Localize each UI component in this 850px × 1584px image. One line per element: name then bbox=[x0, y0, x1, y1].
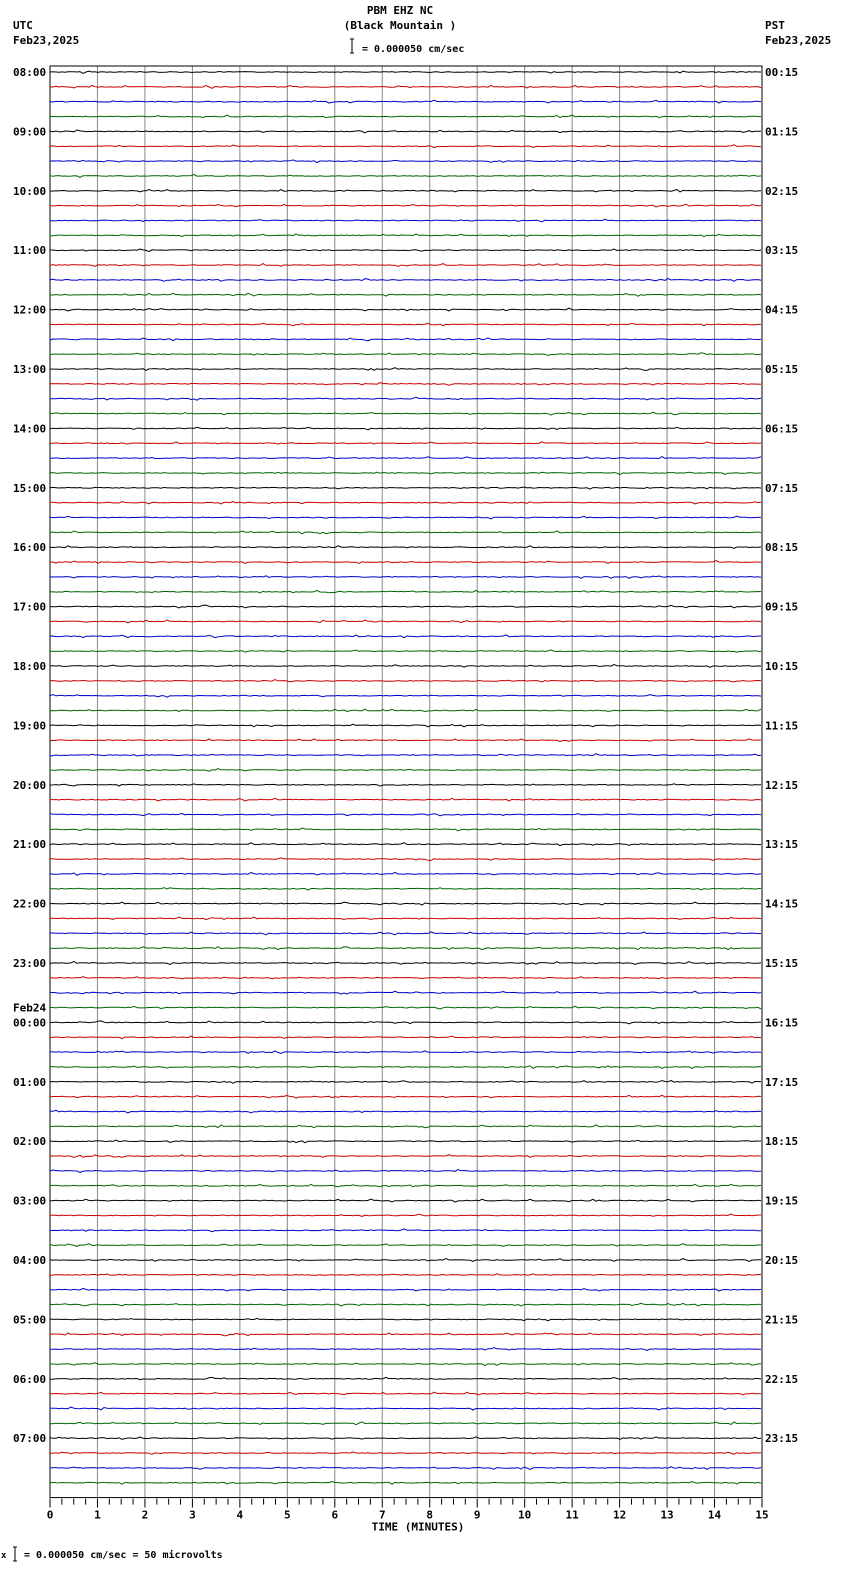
seismic-trace bbox=[50, 1437, 761, 1439]
pst-hour-label: 10:15 bbox=[765, 660, 799, 673]
seismic-trace bbox=[50, 293, 761, 296]
pst-hour-label: 18:15 bbox=[765, 1135, 799, 1149]
seismic-trace bbox=[50, 814, 761, 816]
seismic-trace bbox=[50, 902, 761, 905]
seismic-trace bbox=[50, 383, 761, 386]
utc-hour-label: 10:00 bbox=[13, 184, 47, 198]
utc-hour-label: 18:00 bbox=[13, 660, 47, 673]
seismic-trace bbox=[50, 798, 761, 801]
pst-hour-label: 07:15 bbox=[765, 481, 799, 495]
pst-hour-label: 14:15 bbox=[765, 897, 799, 911]
seismic-trace bbox=[50, 739, 761, 742]
seismic-trace bbox=[50, 724, 761, 727]
seismic-trace bbox=[50, 1288, 761, 1291]
seismic-trace bbox=[50, 991, 761, 994]
utc-hour-label: 02:00 bbox=[13, 1135, 47, 1149]
utc-hour-label: 05:00 bbox=[13, 1313, 47, 1327]
seismic-trace bbox=[50, 338, 761, 341]
pst-hour-label: 06:15 bbox=[765, 422, 799, 436]
seismic-trace bbox=[50, 502, 761, 505]
seismic-trace bbox=[50, 843, 761, 846]
seismic-trace bbox=[50, 872, 761, 875]
scale-label: = 0.000050 cm/sec bbox=[362, 44, 465, 55]
utc-hour-label: 11:00 bbox=[13, 244, 47, 258]
pst-hour-label: 09:15 bbox=[765, 600, 799, 614]
utc-hour-label: 15:00 bbox=[13, 481, 47, 495]
seismic-trace bbox=[50, 620, 761, 623]
pst-hour-label: 00:15 bbox=[765, 66, 799, 79]
seismic-trace bbox=[50, 1348, 761, 1351]
seismic-trace bbox=[50, 487, 761, 489]
seismic-trace bbox=[50, 1199, 761, 1202]
pst-hour-label: 01:15 bbox=[765, 125, 799, 139]
seismic-trace bbox=[50, 1036, 761, 1039]
utc-hour-label: 22:00 bbox=[13, 897, 47, 911]
x-axis bbox=[47, 1499, 769, 1534]
seismic-trace bbox=[50, 1303, 761, 1306]
seismic-trace bbox=[50, 100, 761, 103]
seismic-trace bbox=[50, 175, 761, 178]
seismic-trace bbox=[50, 1184, 761, 1187]
seismic-trace bbox=[50, 279, 761, 282]
x-tick-label: 8 bbox=[426, 1508, 434, 1522]
seismic-trace bbox=[50, 1110, 761, 1113]
seismic-trace bbox=[50, 1021, 761, 1024]
seismic-trace bbox=[50, 1140, 761, 1143]
utc-hour-label: 17:00 bbox=[13, 600, 47, 614]
seismic-trace bbox=[50, 368, 761, 371]
x-tick-label: 3 bbox=[189, 1508, 196, 1522]
seismic-trace bbox=[50, 1363, 761, 1366]
pst-hour-label: 03:15 bbox=[765, 244, 799, 258]
seismic-trace bbox=[50, 457, 761, 459]
utc-hour-label: 20:00 bbox=[13, 778, 47, 792]
pst-hour-label: 20:15 bbox=[765, 1254, 799, 1267]
utc-hour-label: 09:00 bbox=[13, 125, 47, 139]
utc-hour-label: 03:00 bbox=[13, 1194, 47, 1208]
seismic-trace bbox=[50, 1333, 761, 1336]
seismic-trace bbox=[50, 1214, 761, 1217]
seismic-trace bbox=[50, 561, 761, 564]
seismic-trace bbox=[50, 1051, 761, 1054]
seismic-trace bbox=[50, 249, 761, 252]
x-tick-label: 7 bbox=[378, 1508, 386, 1522]
seismic-trace bbox=[50, 204, 761, 207]
seismic-trace bbox=[50, 784, 761, 786]
pst-hour-label: 13:15 bbox=[765, 838, 799, 852]
seismic-trace bbox=[50, 427, 761, 430]
seismic-trace bbox=[50, 695, 761, 698]
seismic-trace bbox=[50, 680, 761, 682]
footer-scale-note: = 0.000050 cm/sec = 50 microvolts bbox=[24, 1550, 223, 1561]
seismic-trace bbox=[50, 665, 761, 668]
utc-hour-label: 19:00 bbox=[13, 719, 47, 733]
seismic-trace bbox=[50, 234, 761, 237]
utc-hour-label: 23:00 bbox=[13, 957, 47, 970]
station-location: (Black Mountain ) bbox=[343, 19, 457, 32]
x-tick-label: 13 bbox=[660, 1508, 674, 1522]
seismic-trace bbox=[50, 1229, 761, 1232]
seismic-trace bbox=[50, 1244, 761, 1247]
x-tick-label: 4 bbox=[236, 1508, 244, 1522]
utc-hour-label: 21:00 bbox=[13, 838, 47, 852]
pst-hour-label: 12:15 bbox=[765, 778, 799, 792]
seismic-trace bbox=[50, 1125, 761, 1128]
station-title: PBM EHZ NC bbox=[366, 4, 434, 17]
seismic-trace bbox=[50, 160, 761, 163]
seismic-trace bbox=[50, 769, 761, 772]
utc-hour-label: 14:00 bbox=[13, 422, 47, 436]
seismic-trace bbox=[50, 546, 761, 549]
seismic-trace bbox=[50, 828, 761, 831]
utc-hour-label: 04:00 bbox=[13, 1254, 47, 1267]
seismic-trace bbox=[50, 442, 761, 444]
seismic-trace bbox=[50, 323, 761, 326]
x-tick-label: 11 bbox=[565, 1508, 579, 1522]
left-date: Feb23,2025 bbox=[13, 34, 80, 47]
seismic-trace bbox=[50, 1467, 761, 1470]
pst-hour-label: 05:15 bbox=[765, 363, 799, 376]
footer-marker: x bbox=[1, 1551, 7, 1561]
seismic-trace bbox=[50, 888, 761, 890]
utc-hour-label: 12:00 bbox=[13, 303, 47, 317]
seismic-trace bbox=[50, 264, 761, 267]
seismic-trace bbox=[50, 1452, 761, 1454]
seismic-trace bbox=[50, 1392, 761, 1395]
seismic-trace bbox=[50, 1274, 761, 1276]
pst-hour-label: 11:15 bbox=[765, 719, 799, 733]
pst-hour-label: 16:15 bbox=[765, 1016, 799, 1030]
seismic-trace bbox=[50, 1407, 761, 1410]
seismic-trace bbox=[50, 858, 761, 861]
seismic-trace bbox=[50, 962, 761, 965]
seismic-trace bbox=[50, 650, 761, 652]
x-tick-label: 12 bbox=[612, 1508, 627, 1522]
seismic-trace bbox=[50, 115, 761, 118]
seismic-trace bbox=[50, 917, 761, 920]
seismic-trace bbox=[50, 932, 761, 935]
pst-hour-label: 19:15 bbox=[765, 1194, 799, 1208]
seismic-trace bbox=[50, 1422, 761, 1425]
seismic-trace bbox=[50, 947, 761, 950]
trace-group bbox=[50, 71, 761, 1484]
pst-hour-label: 15:15 bbox=[765, 957, 799, 970]
right-date: Feb23,2025 bbox=[765, 34, 832, 47]
seismic-trace bbox=[50, 1318, 761, 1320]
seismic-trace bbox=[50, 219, 761, 222]
seismic-trace bbox=[50, 472, 761, 474]
x-tick-label: 9 bbox=[473, 1508, 481, 1522]
pst-hour-label: 23:15 bbox=[765, 1432, 799, 1446]
pst-hour-label: 17:15 bbox=[765, 1075, 799, 1089]
seismic-trace bbox=[50, 1170, 761, 1173]
pst-hour-label: 21:15 bbox=[765, 1313, 799, 1327]
date-change-label: Feb24 bbox=[13, 1001, 47, 1015]
seismic-trace bbox=[50, 709, 761, 712]
x-tick-label: 14 bbox=[707, 1508, 722, 1522]
pst-hour-label: 08:15 bbox=[765, 541, 799, 555]
seismic-trace bbox=[50, 1155, 761, 1158]
x-tick-label: 6 bbox=[331, 1508, 339, 1522]
seismic-trace bbox=[50, 590, 761, 592]
left-timezone: UTC bbox=[13, 19, 33, 32]
x-tick-label: 1 bbox=[94, 1508, 101, 1522]
right-timezone: PST bbox=[765, 19, 785, 32]
x-tick-label: 5 bbox=[284, 1508, 291, 1522]
seismic-trace bbox=[50, 130, 761, 133]
seismic-trace bbox=[50, 516, 761, 519]
seismic-trace bbox=[50, 1006, 761, 1009]
seismic-trace bbox=[50, 1080, 761, 1083]
seismic-trace bbox=[50, 1377, 761, 1379]
pst-hour-label: 02:15 bbox=[765, 184, 799, 198]
x-axis-label: TIME (MINUTES) bbox=[371, 1520, 465, 1534]
x-tick-label: 2 bbox=[141, 1508, 149, 1522]
seismic-trace bbox=[50, 71, 761, 73]
utc-hour-label: 13:00 bbox=[13, 363, 47, 376]
seismic-trace bbox=[50, 1482, 761, 1485]
x-tick-label: 0 bbox=[46, 1508, 54, 1522]
seismic-trace bbox=[50, 754, 761, 756]
seismic-trace bbox=[50, 412, 761, 415]
pst-hour-label: 22:15 bbox=[765, 1372, 799, 1386]
utc-hour-label: 07:00 bbox=[13, 1432, 47, 1446]
x-tick-label: 10 bbox=[518, 1508, 532, 1522]
seismic-trace bbox=[50, 576, 761, 579]
seismic-trace bbox=[50, 1066, 761, 1069]
seismic-trace bbox=[50, 190, 761, 192]
pst-hour-label: 04:15 bbox=[765, 303, 799, 317]
utc-hour-label: 16:00 bbox=[13, 541, 47, 555]
seismic-trace bbox=[50, 145, 761, 148]
utc-hour-label: 01:00 bbox=[13, 1075, 47, 1089]
x-tick-label: 15 bbox=[755, 1508, 769, 1522]
seismic-trace bbox=[50, 635, 761, 638]
seismic-trace bbox=[50, 1095, 761, 1098]
seismic-trace bbox=[50, 605, 761, 608]
seismic-trace bbox=[50, 308, 761, 311]
seismic-trace bbox=[50, 85, 761, 88]
seismic-trace bbox=[50, 1259, 761, 1262]
utc-hour-label: 00:00 bbox=[13, 1016, 47, 1030]
utc-hour-label: 08:00 bbox=[13, 66, 47, 79]
seismic-trace bbox=[50, 397, 761, 400]
seismic-trace bbox=[50, 353, 761, 356]
seismic-trace bbox=[50, 977, 761, 979]
seismic-trace bbox=[50, 531, 761, 534]
utc-hour-label: 06:00 bbox=[13, 1372, 47, 1386]
